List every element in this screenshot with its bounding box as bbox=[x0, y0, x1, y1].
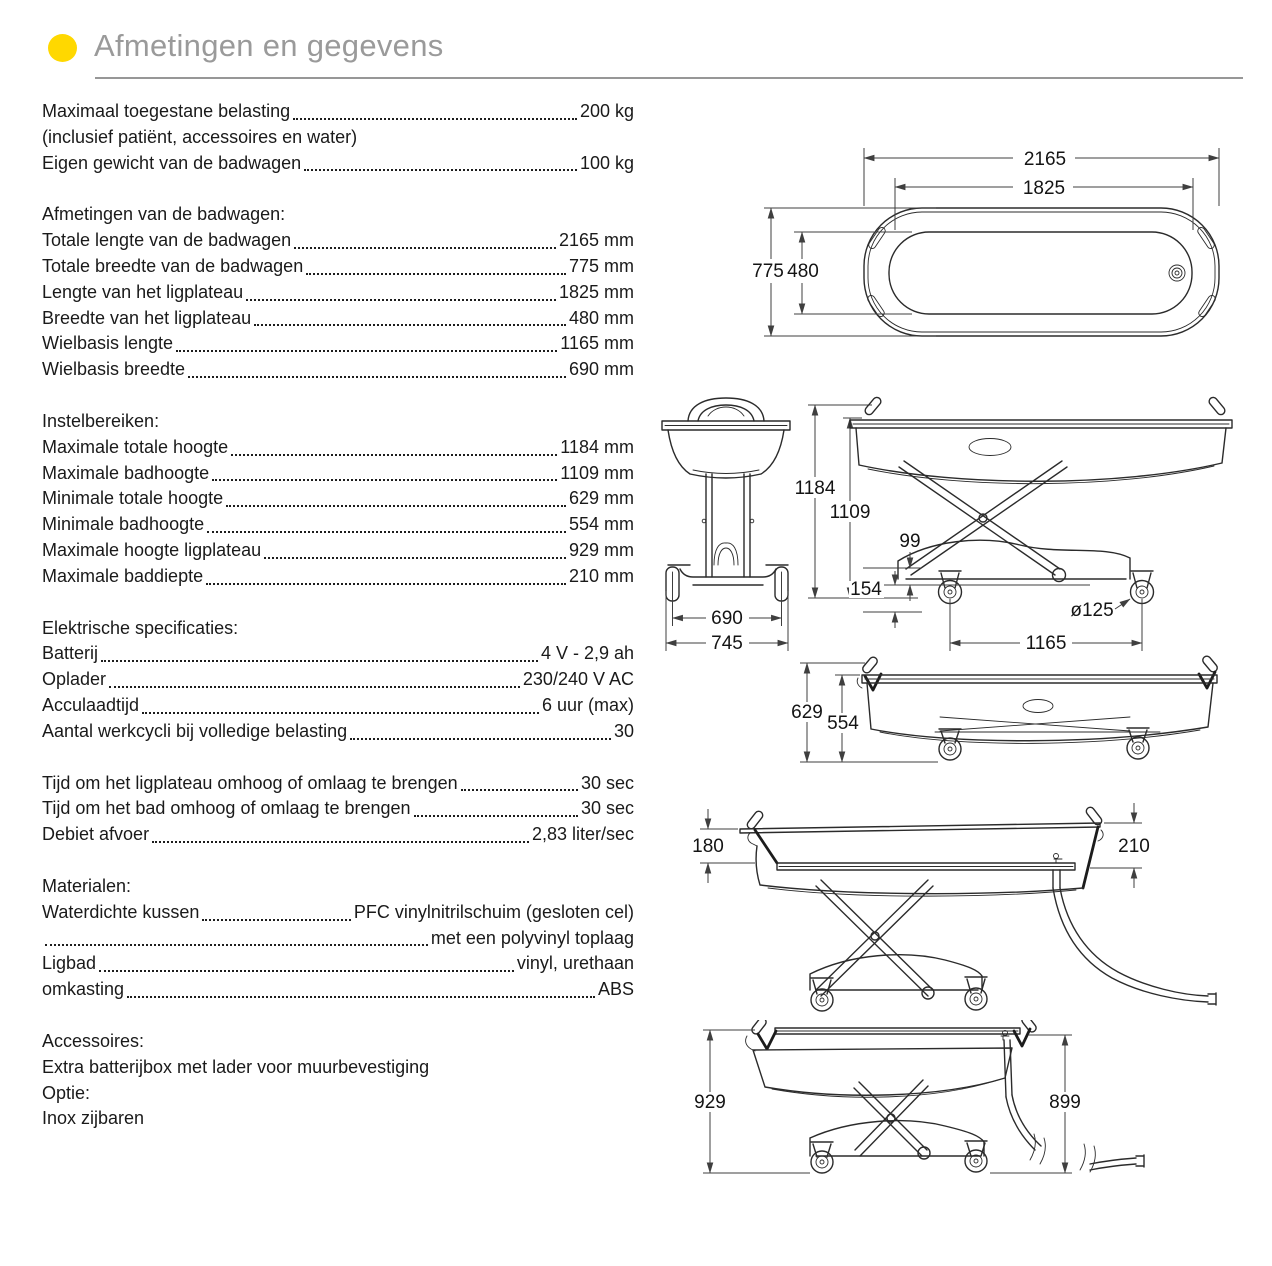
dim-min-bath-height bbox=[823, 675, 863, 762]
svg-text:1825: 1825 bbox=[1022, 178, 1066, 199]
spec-row bbox=[42, 254, 634, 280]
spec-section bbox=[42, 874, 634, 1003]
spec-row bbox=[42, 693, 634, 719]
spec-row bbox=[42, 228, 634, 254]
dotted-leader bbox=[226, 505, 566, 507]
spec-label: omkasting bbox=[42, 979, 125, 1000]
spec-section bbox=[42, 409, 634, 590]
dotted-leader bbox=[264, 557, 566, 559]
dim-plateau-length bbox=[895, 177, 1193, 230]
drawing-top-view bbox=[660, 140, 1260, 360]
spec-section-heading: Elektrische specificaties: bbox=[42, 617, 239, 638]
spec-value: 775 mm bbox=[568, 255, 634, 276]
dotted-leader bbox=[304, 169, 577, 171]
dotted-leader bbox=[293, 118, 577, 120]
spec-label: Aantal werkcycli bij volledige belasting bbox=[42, 720, 348, 741]
spec-label: Maximale badhoogte bbox=[42, 462, 210, 483]
side-view-max bbox=[850, 396, 1232, 604]
svg-text:210: 210 bbox=[1118, 836, 1150, 857]
dotted-leader bbox=[206, 583, 566, 585]
spec-value: 6 uur (max) bbox=[541, 694, 634, 715]
spec-label: Wielbasis breedte bbox=[42, 359, 186, 380]
spec-label: Eigen gewicht van de badwagen bbox=[42, 152, 302, 173]
svg-text:554: 554 bbox=[827, 713, 859, 734]
spec-row bbox=[42, 280, 634, 306]
spec-label: Tijd om het bad omhoog of omlaag te brengen bbox=[42, 798, 411, 819]
page-title: Afmetingen en gegevens bbox=[94, 28, 444, 63]
dim-wheelbase-width bbox=[673, 587, 782, 629]
spec-value: 629 mm bbox=[568, 488, 634, 509]
spec-value: 230/240 V AC bbox=[522, 669, 634, 690]
spec-value: 554 mm bbox=[568, 514, 634, 535]
spec-label: Lengte van het ligplateau bbox=[42, 281, 244, 302]
spec-row bbox=[42, 538, 634, 564]
hose-end-piece bbox=[1080, 1144, 1144, 1172]
spec-label: Oplader bbox=[42, 669, 107, 690]
spec-value: 2165 mm bbox=[558, 230, 634, 251]
drawing-side-view-min bbox=[770, 655, 1260, 780]
spec-value: ABS bbox=[597, 979, 634, 1000]
dotted-leader bbox=[202, 919, 351, 921]
spec-value: 30 sec bbox=[580, 772, 634, 793]
spec-row bbox=[42, 977, 634, 1003]
svg-text:480: 480 bbox=[787, 261, 819, 282]
spec-section bbox=[42, 99, 634, 176]
spec-value: 210 mm bbox=[568, 565, 634, 586]
spec-label: Ligbad bbox=[42, 953, 97, 974]
dim-plateau-width bbox=[787, 232, 912, 314]
spec-label: Maximale hoogte ligplateau bbox=[42, 539, 262, 560]
spec-row bbox=[42, 435, 634, 461]
spec-label: Debiet afvoer bbox=[42, 824, 150, 845]
spec-value: 4 V - 2,9 ah bbox=[540, 643, 634, 664]
drawing-end-and-side-view bbox=[660, 395, 1260, 665]
spec-row bbox=[42, 771, 634, 797]
spec-section bbox=[42, 202, 634, 383]
svg-text:745: 745 bbox=[711, 633, 743, 654]
spec-section bbox=[42, 1029, 634, 1132]
spec-value: 1184 mm bbox=[560, 436, 634, 457]
dotted-leader bbox=[231, 454, 557, 456]
spec-label: Minimale badhoogte bbox=[42, 514, 205, 535]
dotted-leader bbox=[101, 660, 538, 662]
dotted-leader bbox=[45, 944, 428, 946]
svg-text:690: 690 bbox=[711, 608, 743, 629]
svg-text:629: 629 bbox=[791, 702, 823, 723]
spec-section-heading: Materialen: bbox=[42, 875, 132, 896]
dotted-leader bbox=[212, 479, 557, 481]
spec-row bbox=[42, 667, 634, 693]
dotted-leader bbox=[99, 970, 514, 972]
spec-row bbox=[42, 564, 634, 590]
spec-value: 1825 mm bbox=[558, 281, 634, 302]
spec-label: Totale lengte van de badwagen bbox=[42, 230, 292, 251]
spec-value: 480 mm bbox=[568, 307, 634, 328]
spec-label: Inox zijbaren bbox=[42, 1108, 145, 1129]
spec-row bbox=[42, 125, 634, 151]
dotted-leader bbox=[176, 350, 557, 352]
svg-text:899: 899 bbox=[1049, 1092, 1081, 1113]
dim-rim-to-plateau bbox=[692, 809, 755, 883]
spec-value: 2,83 liter/sec bbox=[531, 824, 634, 845]
svg-text:180: 180 bbox=[692, 836, 724, 857]
svg-text:99: 99 bbox=[899, 531, 921, 552]
spec-label: Wielbasis lengte bbox=[42, 333, 174, 354]
spec-value: 30 sec bbox=[580, 798, 634, 819]
spec-label: Breedte van het ligplateau bbox=[42, 307, 252, 328]
spec-value: 200 kg bbox=[579, 101, 634, 121]
dim-154 bbox=[849, 571, 895, 628]
spec-row bbox=[42, 512, 634, 538]
bathtub-top-outline bbox=[864, 208, 1219, 336]
spec-value: met een polyvinyl toplaag bbox=[430, 927, 634, 948]
spec-row bbox=[42, 1055, 634, 1081]
spec-row bbox=[42, 151, 634, 177]
title-divider bbox=[95, 77, 1243, 79]
spec-label: Maximale totale hoogte bbox=[42, 436, 229, 457]
spec-value: 1165 mm bbox=[560, 333, 634, 354]
svg-text:1109: 1109 bbox=[829, 502, 871, 523]
svg-text:775: 775 bbox=[752, 261, 784, 282]
dim-max-bath-height bbox=[828, 418, 872, 598]
dotted-leader bbox=[461, 789, 578, 791]
spec-label: Maximaal toegestane belasting bbox=[42, 101, 291, 121]
spec-label: Tijd om het ligplateau omhoog of omlaag te brengen bbox=[42, 772, 458, 793]
dim-total-width bbox=[750, 208, 936, 336]
dotted-leader bbox=[142, 712, 539, 714]
spec-label: (inclusief patiënt, accessoires en water) bbox=[42, 126, 358, 147]
drawing-side-view-plateau bbox=[660, 800, 1260, 1015]
dim-99 bbox=[863, 531, 1090, 612]
spec-row bbox=[42, 99, 634, 125]
spec-value: 100 kg bbox=[579, 152, 634, 173]
spec-row bbox=[42, 357, 634, 383]
spec-label: Maximale baddiepte bbox=[42, 565, 204, 586]
spec-label: Waterdichte kussen bbox=[42, 901, 200, 922]
spec-label: Totale breedte van de badwagen bbox=[42, 255, 304, 276]
svg-text:929: 929 bbox=[694, 1092, 726, 1113]
dotted-leader bbox=[152, 841, 529, 843]
spec-value: 30 bbox=[613, 720, 634, 741]
dotted-leader bbox=[350, 738, 611, 740]
spec-row bbox=[42, 900, 634, 926]
spec-label: Minimale totale hoogte bbox=[42, 488, 224, 509]
spec-row bbox=[42, 1081, 634, 1107]
drawing-side-view-raised bbox=[660, 1020, 1260, 1266]
spec-row bbox=[42, 331, 634, 357]
dotted-leader bbox=[414, 815, 578, 817]
spec-row bbox=[42, 719, 634, 745]
spec-section-heading: Instelbereiken: bbox=[42, 410, 160, 431]
spec-section bbox=[42, 616, 634, 745]
svg-text:154: 154 bbox=[850, 579, 882, 600]
spec-value: vinyl, urethaan bbox=[516, 953, 634, 974]
spec-label: Extra batterijbox met lader voor muurbevestiging bbox=[42, 1056, 430, 1077]
spec-label: Optie: bbox=[42, 1082, 91, 1103]
spec-row bbox=[42, 951, 634, 977]
spec-section-heading: Afmetingen van de badwagen: bbox=[42, 204, 286, 225]
spec-row bbox=[42, 822, 634, 848]
spec-list bbox=[42, 99, 634, 1132]
spec-value: 929 mm bbox=[568, 539, 634, 560]
dotted-leader bbox=[127, 996, 595, 998]
dotted-leader bbox=[294, 247, 556, 249]
drain-icon bbox=[1169, 265, 1185, 281]
dotted-leader bbox=[109, 686, 520, 688]
spec-row bbox=[42, 1106, 634, 1132]
dim-caster-diameter bbox=[1070, 599, 1130, 621]
svg-text:2165: 2165 bbox=[1023, 149, 1067, 170]
spec-row bbox=[42, 461, 634, 487]
dotted-leader bbox=[246, 299, 556, 301]
spec-section bbox=[42, 771, 634, 848]
svg-text:ø125: ø125 bbox=[1070, 600, 1114, 621]
dotted-leader bbox=[306, 273, 566, 275]
spec-row bbox=[42, 641, 634, 667]
spec-value: 1109 mm bbox=[560, 462, 634, 483]
dotted-leader bbox=[207, 531, 566, 533]
spec-row bbox=[42, 926, 634, 952]
bullet-icon bbox=[48, 34, 77, 62]
spec-label: Acculaadtijd bbox=[42, 694, 140, 715]
spec-row bbox=[42, 796, 634, 822]
spec-row bbox=[42, 486, 634, 512]
spec-label: Batterij bbox=[42, 643, 99, 664]
spec-value: 690 mm bbox=[568, 359, 634, 380]
dotted-leader bbox=[188, 376, 566, 378]
end-view bbox=[662, 398, 790, 601]
spec-value: PFC vinylnitrilschuim (gesloten cel) bbox=[353, 901, 634, 922]
dotted-leader bbox=[254, 324, 566, 326]
side-view-min bbox=[857, 655, 1219, 760]
dim-plateau-height bbox=[688, 1030, 810, 1173]
svg-text:1165: 1165 bbox=[1025, 633, 1067, 654]
svg-text:1184: 1184 bbox=[794, 478, 836, 499]
spec-row bbox=[42, 306, 634, 332]
spec-section-heading: Accessoires: bbox=[42, 1030, 145, 1051]
